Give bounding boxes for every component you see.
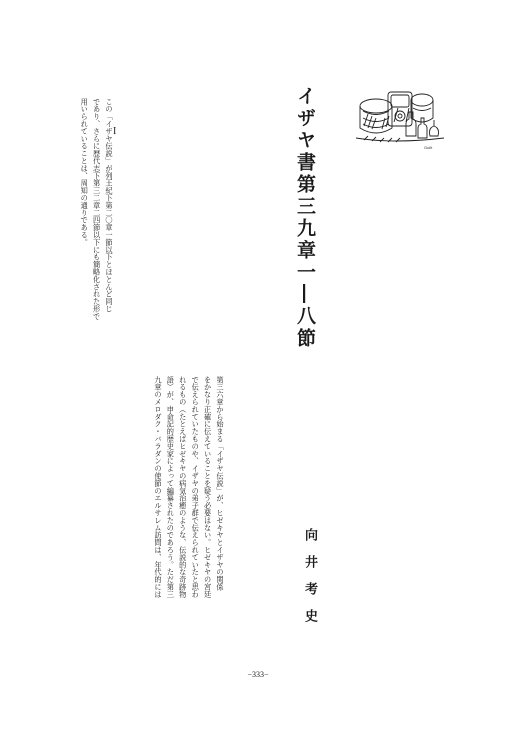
author-name: 向井考史 <box>302 528 317 636</box>
illustrator-signature: Guilt <box>424 145 433 150</box>
page-number: −333− <box>247 670 269 679</box>
text-line: であり、さらに歴代志下第三二章二四節以下にも簡略化された形で <box>92 98 102 320</box>
text-line: 九章のメロダク・バラダンの使節のエルサレム訪問は、年代的には <box>153 376 163 598</box>
body-paragraph <box>152 376 226 598</box>
text-line: れるもの（たとえばヒゼキヤの病気治癒のような、伝説的な奇跡物 <box>178 376 188 598</box>
still-life-illustration <box>354 78 446 150</box>
text-line: この「イザヤ伝説」が列王紀下第二〇章一節以下とほとんど同じ <box>105 98 114 313</box>
text-line: をかなり正確に伝えていることを疑う必要はない。ヒゼキヤの宮廷 <box>203 376 213 598</box>
text-line: 用いられていることは、周知の通りである。 <box>80 98 90 246</box>
text-line: で伝えられていたものや、イザヤの弟子群で伝えられていたと思わ <box>191 376 201 598</box>
text-line: 語）が、申命記的歴史家によって編纂されたのであろう。ただ第三 <box>166 376 176 598</box>
intro-paragraph <box>78 98 115 320</box>
text-line: 第三六章から始まる「イザヤ伝説」が、ヒゼキヤとイザヤの関係 <box>216 376 225 591</box>
section-heading: I <box>113 126 117 137</box>
article-title: イザヤ書第三九章一―八節 <box>294 86 316 350</box>
